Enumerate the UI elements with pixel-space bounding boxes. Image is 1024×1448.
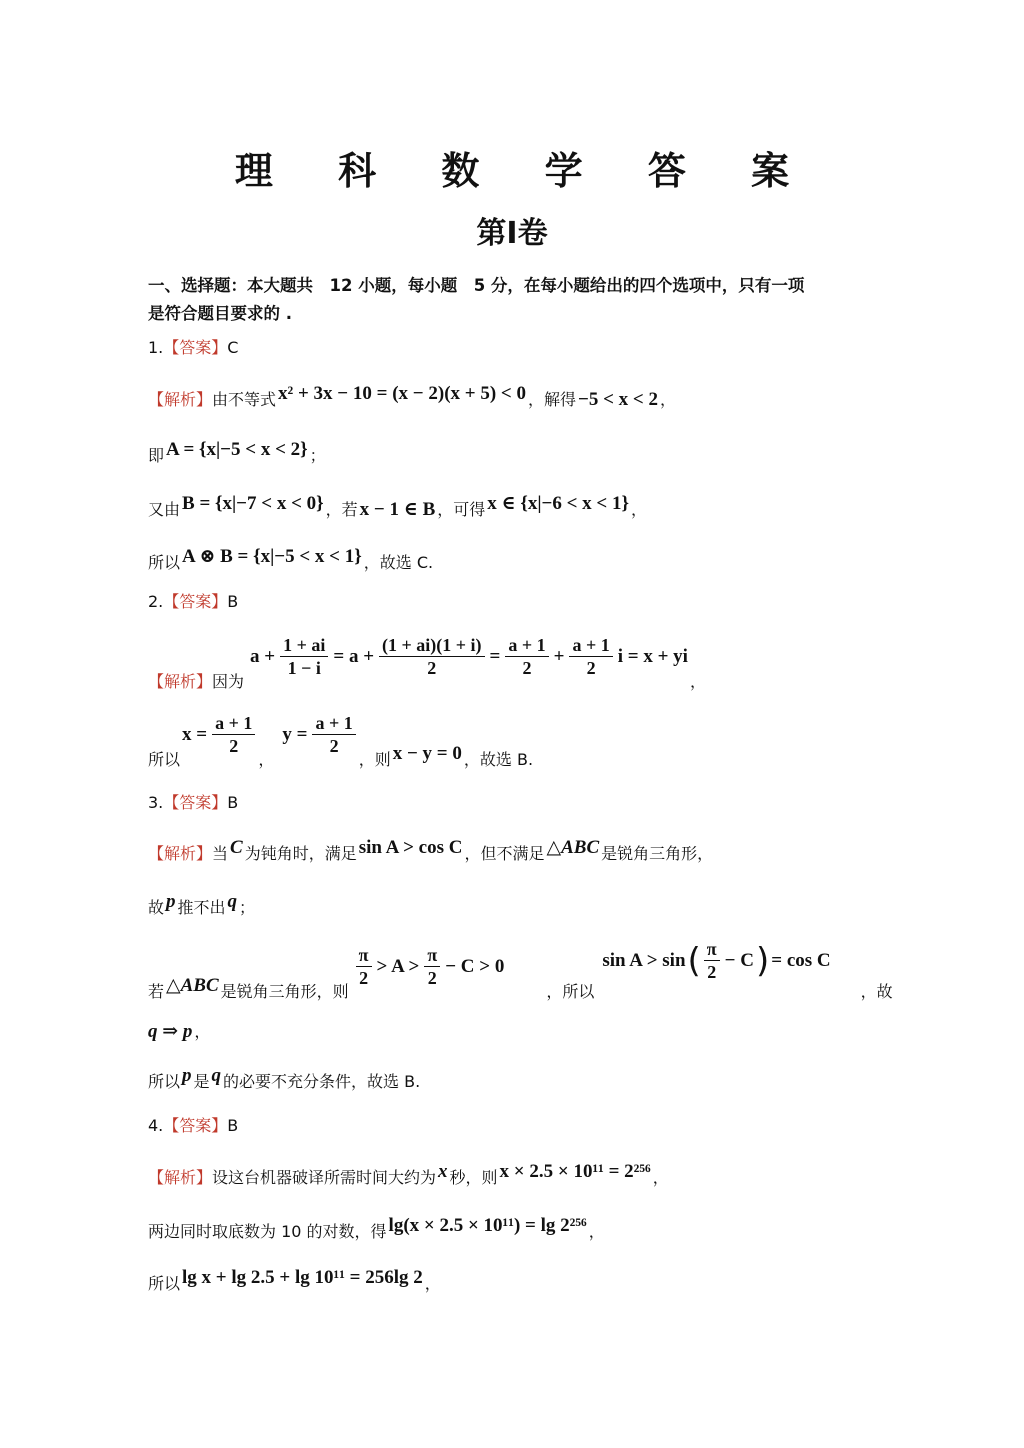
formula: B = {x|−7 < x < 0} [182, 493, 324, 514]
denominator: 2 [229, 736, 239, 756]
text: ，故选 B. [463, 750, 534, 769]
q2-answer: B [227, 592, 239, 611]
formula-part: − C > 0 [445, 955, 505, 977]
q2-analysis-line-1 [148, 634, 706, 694]
formula: △ABC [546, 837, 600, 858]
text: 所以 [148, 750, 181, 769]
formula [180, 712, 258, 757]
text: ， [660, 390, 677, 409]
formula [280, 712, 358, 757]
text: 由不等式 [212, 390, 277, 409]
text: 所以 [148, 553, 181, 572]
q4-analysis-line-2 [148, 1215, 605, 1242]
paren-right: ) [755, 940, 770, 981]
formula: p [166, 891, 176, 912]
analysis-label: 【解析】 [148, 1168, 213, 1187]
formula: q [227, 891, 238, 912]
formula: sin A > cos C [358, 837, 463, 858]
formula: x × 2.5 × 10¹¹ = 2²⁵⁶ [499, 1161, 651, 1182]
denominator: 2 [427, 968, 437, 988]
formula-part: sin A > sin [602, 949, 686, 971]
formula-part: i = x + yi [617, 645, 688, 667]
q4-answer-line [148, 1116, 238, 1136]
formula-part: = [489, 645, 501, 667]
formula: q [211, 1065, 222, 1086]
formula-part: a + [250, 645, 276, 667]
q1-answer-line [148, 338, 238, 358]
text: 所以 [148, 1072, 181, 1091]
section-intro-line-1: 一、选择题：本大题共 12 小题，每小题 5 分，在每小题给出的四个选项中，只有一项 [148, 276, 805, 295]
q2-number: 2. [148, 592, 164, 611]
text: 设这台机器破译所需时间大约为 [212, 1168, 437, 1187]
fraction [424, 944, 440, 989]
text: 是锐角三角形， [601, 844, 714, 863]
text: ，则 [358, 750, 391, 769]
page-title: 理 科 数 学 答 案 [234, 149, 816, 193]
formula: x − y = 0 [392, 743, 462, 764]
fraction [704, 938, 720, 983]
q3-number: 3. [148, 793, 164, 812]
formula: x² + 3x − 10 = (x − 2)(x + 5) < 0 [278, 383, 526, 404]
q3-analysis-line-3 [148, 939, 893, 1008]
denominator: 2 [359, 968, 369, 988]
text: 当 [212, 844, 229, 863]
text: ，故选 C. [363, 553, 434, 572]
numerator: π [704, 938, 720, 961]
formula-part: = cos C [771, 949, 831, 971]
text: 故 [148, 898, 165, 917]
q3-answer-line [148, 793, 238, 813]
formula: lg x + lg 2.5 + lg 10¹¹ = 256lg 2 [182, 1267, 423, 1288]
text: ， [588, 1222, 605, 1241]
numerator: a + 1 [505, 634, 548, 657]
denominator: 2 [427, 658, 437, 678]
q3-answer: B [227, 793, 239, 812]
formula-part: + [553, 645, 565, 667]
denominator: 2 [586, 658, 596, 678]
text: 所以 [148, 1274, 181, 1293]
formula: △ABC [166, 975, 219, 996]
numerator: a + 1 [312, 712, 355, 735]
text: 是锐角三角形，则 [220, 982, 349, 1001]
formula [248, 634, 690, 679]
text: 两边同时取底数为 10 的对数，得 [148, 1222, 387, 1241]
numerator: a + 1 [569, 634, 612, 657]
denominator: 2 [707, 962, 717, 982]
q1-analysis-line-4 [148, 546, 434, 573]
text: 为钝角时，满足 [244, 844, 357, 863]
q1-number: 1. [148, 338, 164, 357]
fraction [212, 712, 255, 757]
text: 若 [148, 982, 165, 1001]
text: ， [194, 1022, 211, 1041]
q1-analysis-line-2 [148, 439, 326, 466]
text: ， [258, 750, 275, 769]
text: 推不出 [177, 898, 226, 917]
q3-analysis-line-5 [148, 1065, 421, 1092]
text: 是 [193, 1072, 210, 1091]
fraction [280, 634, 328, 679]
formula: A ⊗ B = {x|−5 < x < 1} [182, 546, 362, 567]
section-intro-line-2: 是符合题目要求的 . [148, 304, 293, 323]
q3-analysis-line-1 [148, 837, 714, 864]
text: 的必要不充分条件，故选 B. [223, 1072, 421, 1091]
answer-label: 【答案】 [163, 1116, 228, 1135]
q4-analysis-line-3 [148, 1267, 441, 1294]
text: 因为 [212, 672, 245, 691]
q1-analysis-line-1 [148, 383, 677, 410]
text: ，故 [860, 982, 893, 1001]
formula: x ∈ {x|−6 < x < 1} [487, 493, 629, 514]
analysis-label: 【解析】 [148, 390, 213, 409]
analysis-label: 【解析】 [148, 844, 213, 863]
formula [353, 944, 507, 989]
numerator: π [424, 944, 440, 967]
text: ，解得 [528, 390, 577, 409]
formula: −5 < x < 2 [578, 389, 658, 410]
formula: q ⇒ p [148, 1021, 193, 1042]
numerator: (1 + ai)(1 + i) [379, 634, 485, 657]
paren-left: ( [687, 940, 701, 981]
formula [600, 938, 832, 983]
answer-label: 【答案】 [163, 592, 228, 611]
formula: lg(x × 2.5 × 10¹¹) = lg 2²⁵⁶ [388, 1215, 587, 1236]
q3-analysis-line-2 [148, 891, 256, 918]
denominator: 1 − i [287, 658, 321, 678]
q4-analysis-line-1 [148, 1161, 669, 1188]
denominator: 2 [522, 658, 532, 678]
text: ，所以 [546, 982, 595, 1001]
formula: p [182, 1065, 192, 1086]
text: ，可得 [437, 500, 486, 519]
text: 又由 [148, 500, 181, 519]
text: ， [689, 672, 706, 691]
text: 即 [148, 446, 165, 465]
q4-answer: B [227, 1116, 239, 1135]
formula-part: y = [282, 723, 308, 745]
fraction [569, 634, 612, 679]
formula: C [230, 837, 243, 858]
numerator: a + 1 [212, 712, 255, 735]
q2-analysis-line-2 [148, 712, 533, 772]
text: ； [239, 898, 256, 917]
text: ； [309, 446, 326, 465]
denominator: 2 [329, 736, 339, 756]
q3-analysis-line-4 [148, 1022, 210, 1042]
text: ， [652, 1168, 669, 1187]
answer-label: 【答案】 [163, 793, 228, 812]
fraction [312, 712, 355, 757]
numerator: 1 + ai [280, 634, 328, 657]
formula-part: = a + [333, 645, 375, 667]
text: ，但不满足 [464, 844, 545, 863]
q1-analysis-line-3 [148, 493, 647, 520]
q1-answer: C [227, 338, 239, 357]
text: ， [424, 1274, 441, 1293]
text: ， [630, 500, 647, 519]
q4-number: 4. [148, 1116, 164, 1135]
fraction [505, 634, 548, 679]
formula: A = {x|−5 < x < 2} [166, 439, 308, 460]
answer-label: 【答案】 [163, 338, 228, 357]
q2-answer-line [148, 592, 238, 612]
numerator: π [356, 944, 372, 967]
volume-heading: 第Ⅰ卷 [476, 216, 548, 251]
formula-part: − C [724, 949, 754, 971]
formula: x [438, 1161, 448, 1182]
text: ，若 [325, 500, 358, 519]
analysis-label: 【解析】 [148, 672, 213, 691]
fraction [356, 944, 372, 989]
formula: x − 1 ∈ B [359, 499, 436, 520]
fraction [379, 634, 485, 679]
formula-part: > A > [376, 955, 420, 977]
text: 秒，则 [449, 1168, 498, 1187]
formula-part: x = [182, 723, 208, 745]
